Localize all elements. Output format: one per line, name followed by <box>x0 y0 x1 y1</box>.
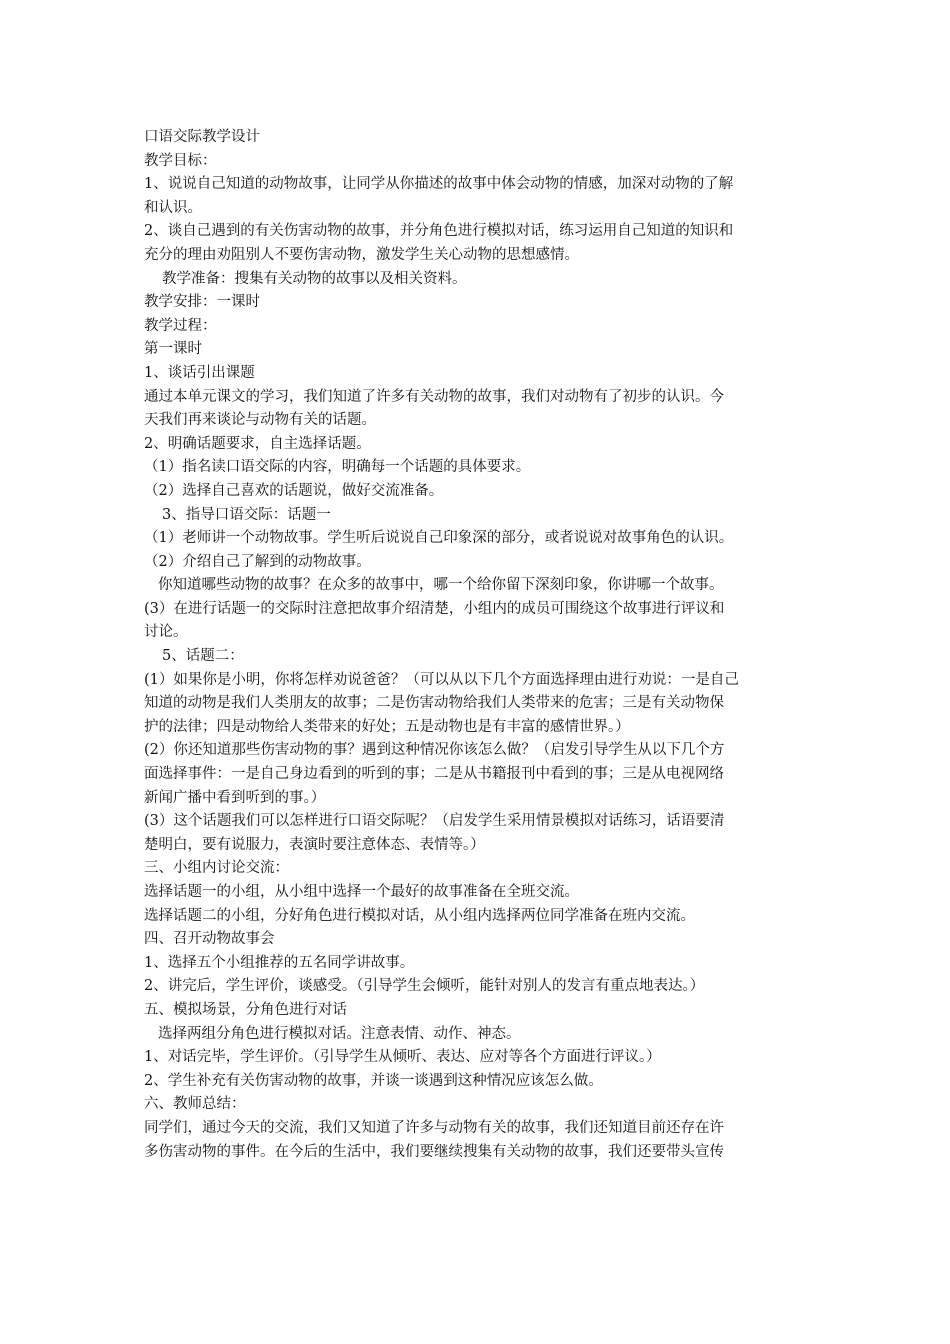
text-line: 三、小组内讨论交流： <box>144 860 289 877</box>
text-line: 多伤害动物的事件。在今后的生活中，我们要继续搜集有关动物的故事，我们还要带头宣传 <box>144 1143 724 1160</box>
text-line: （2）介绍自己了解到的动物故事。 <box>144 553 371 570</box>
text-line: 选择两组分角色进行模拟对话。注意表情、动作、神态。 <box>158 1025 521 1042</box>
text-line: 5、话题二： <box>162 648 244 665</box>
text-line: 面选择事件：一是自己身边看到的听到的事；二是从书籍报刊中看到的事；三是从电视网络 <box>144 766 724 783</box>
text-line: 1、谈话引出课题 <box>144 364 255 381</box>
document-title: 口语交际教学设计 <box>144 129 260 145</box>
text-line: 教学目标： <box>144 152 217 169</box>
text-line: 新闻广播中看到听到的事。） <box>144 789 326 806</box>
text-line: 3、指导口语交际：话题一 <box>162 506 331 523</box>
text-line: 四、召开动物故事会 <box>144 931 275 948</box>
text-line: 1、选择五个小组推荐的五名同学讲故事。 <box>144 954 415 971</box>
text-line: 2、谈自己遇到的有关伤害动物的故事，并分角色进行模拟对话，练习运用自己知道的知识和 <box>144 223 734 240</box>
text-line: 选择话题二的小组，分好角色进行模拟对话，从小组内选择两位同学准备在班内交流。 <box>144 907 695 924</box>
text-line: 天我们再来谈论与动物有关的话题。 <box>144 412 376 429</box>
text-line: 2、明确话题要求，自主选择话题。 <box>144 435 371 452</box>
text-line: 教学过程： <box>144 317 217 334</box>
text-line: 知道的动物是我们人类朋友的故事；二是伤害动物给我们人类带来的危害；三是有关动物保 <box>144 695 724 712</box>
text-line: 同学们，通过今天的交流，我们又知道了许多与动物有关的故事，我们还知道目前还存在许 <box>144 1119 724 1136</box>
text-line: (2）你还知道那些伤害动物的事？遇到这种情况你该怎么做？（启发引导学生从以下几个方 <box>144 742 725 759</box>
document-page <box>144 126 814 1164</box>
text-line: 教学准备：搜集有关动物的故事以及相关资料。 <box>162 270 467 287</box>
text-line: 选择话题一的小组，从小组中选择一个最好的故事准备在全班交流。 <box>144 884 579 900</box>
text-line: 和认识。 <box>144 199 202 216</box>
text-line: 第一课时 <box>144 341 202 358</box>
text-line: 2、讲完后，学生评价，谈感受。（引导学生会倾听，能针对别人的发言有重点地表达。） <box>144 978 705 995</box>
text-line: 充分的理由劝阻别人不要伤害动物，激发学生关心动物的思想感情。 <box>144 246 579 263</box>
text-line: (1）如果你是小明，你将怎样劝说爸爸？（可以从以下几个方面选择理由进行劝说：一是自己 <box>144 671 739 688</box>
text-line: 你知道哪些动物的故事？在众多的故事中，哪一个给你留下深刻印象，你讲哪一个故事。 <box>158 577 724 594</box>
text-line: 1、对话完毕，学生评价。（引导学生从倾听、表达、应对等各个方面进行评议。） <box>144 1049 661 1066</box>
text-line: 五、模拟场景，分角色进行对话 <box>144 1001 347 1018</box>
text-line: 六、教师总结： <box>144 1096 246 1113</box>
text-line: （2）选择自己喜欢的话题说，做好交流准备。 <box>144 482 444 499</box>
text-line: （1）指名读口语交际的内容，明确每一个话题的具体要求。 <box>144 459 531 476</box>
text-line: (3）这个话题我们可以怎样进行口语交际呢？（启发学生采用情景模拟对话练习，话语要清 <box>144 813 725 830</box>
text-line: (3）在进行话题一的交际时注意把故事介绍清楚，小组内的成员可围绕这个故事进行评议和 <box>144 600 725 617</box>
text-line: 2、学生补充有关伤害动物的故事，并谈一谈遇到这种情况应该怎么做。 <box>144 1072 603 1089</box>
text-line: 讨论。 <box>144 624 188 641</box>
text-line: 1、说说自己知道的动物故事，让同学从你描述的故事中体会动物的情感，加深对动物的了解 <box>144 176 734 193</box>
text-line: 通过本单元课文的学习，我们知道了许多有关动物的故事，我们对动物有了初步的认识。今 <box>144 388 724 405</box>
text-line: （1）老师讲一个动物故事。学生听后说说自己印象深的部分，或者说说对故事角色的认识。 <box>144 530 734 547</box>
text-line: 护的法律；四是动物给人类带来的好处；五是动物也是有丰富的感情世界。） <box>144 718 630 735</box>
text-line: 楚明白，要有说服力，表演时要注意体态、表情等。） <box>144 836 485 853</box>
text-line: 教学安排：一课时 <box>144 294 260 311</box>
